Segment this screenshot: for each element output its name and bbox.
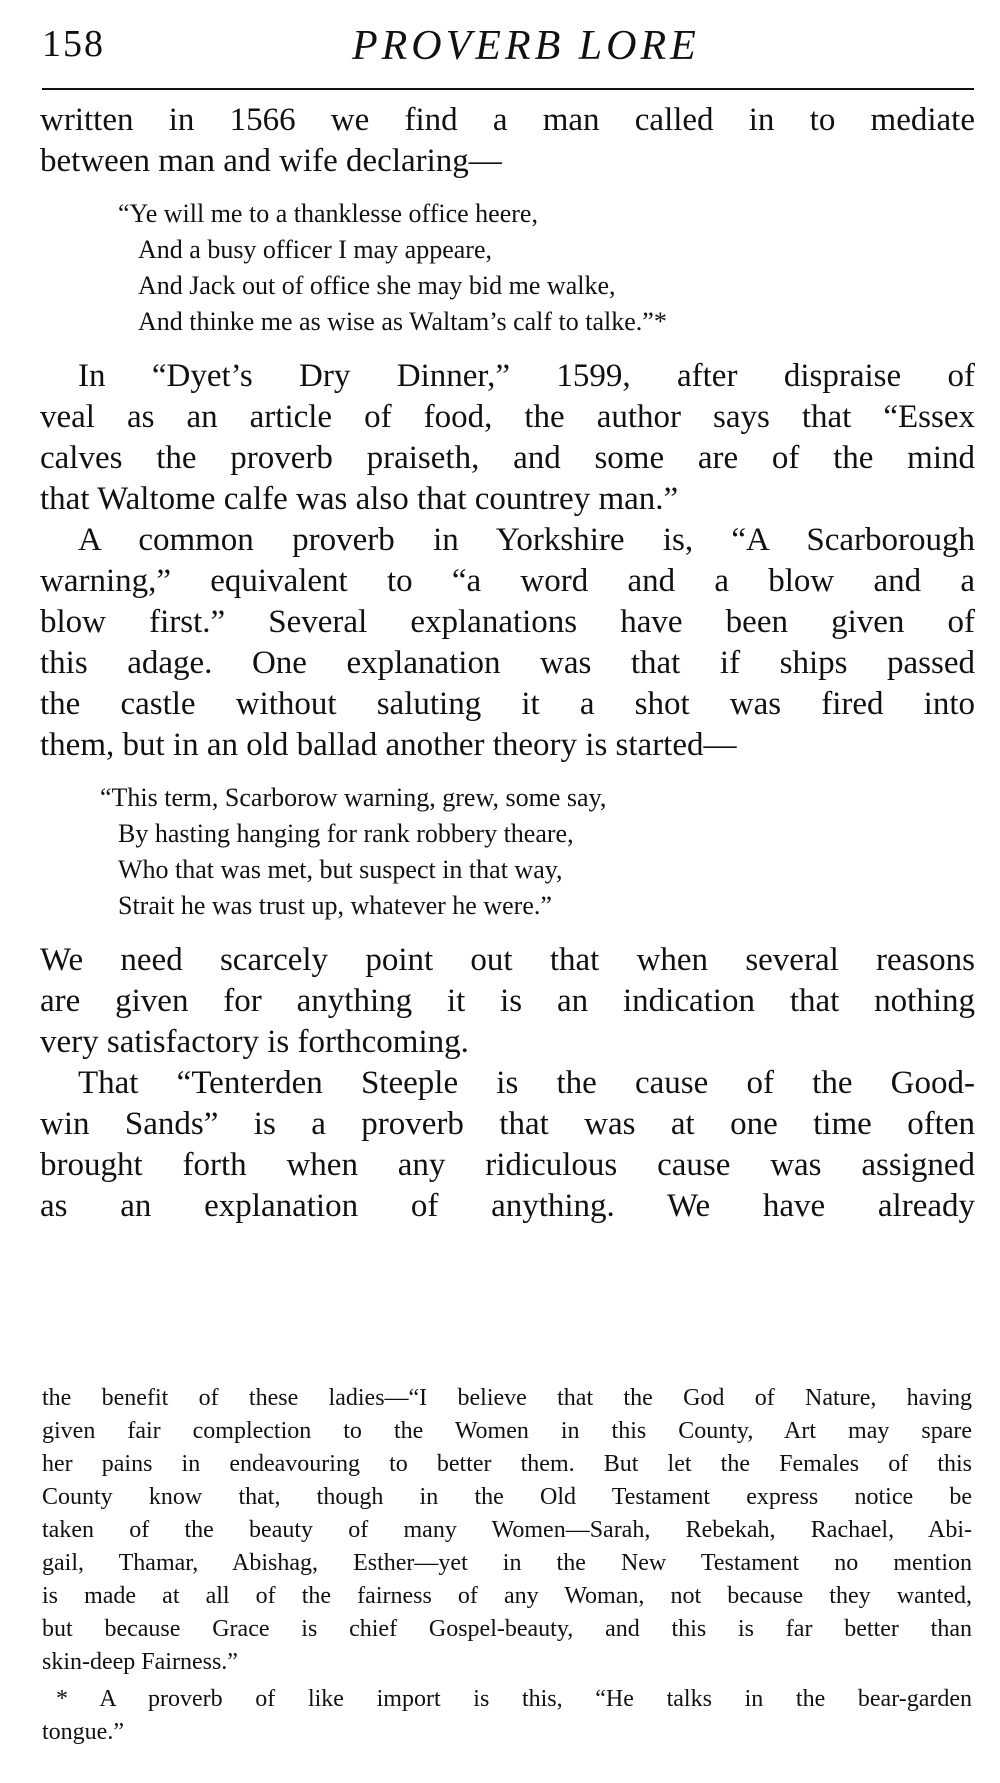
text-line: A common proverb in Yorkshire is, “A Scarborough xyxy=(78,522,975,558)
text-line: That “Tenterden Steeple is the cause of the Good- xyxy=(78,1065,975,1101)
text-line: this adage. One explanation was that if ships passed xyxy=(40,645,975,681)
verse-quote-2 xyxy=(40,780,975,924)
footnote-continued xyxy=(42,1382,972,1679)
page-number: 158 xyxy=(42,23,105,65)
paragraph-5 xyxy=(40,1063,975,1227)
footnote-line: gail, Thamar, Abishag, Esther—yet in the New Testament no mention xyxy=(42,1550,972,1576)
text-line: them, but in an old ballad another theory is started— xyxy=(40,727,737,763)
running-header xyxy=(42,22,972,80)
header-rule xyxy=(42,88,974,90)
text-line: In “Dyet’s Dry Dinner,” 1599, after dispraise of xyxy=(78,358,975,394)
running-title: PROVERB LORE xyxy=(352,23,700,69)
verse-line: “Ye will me to a thanklesse office heere, xyxy=(118,199,538,228)
text-line: that Waltome calfe was also that countrey man.” xyxy=(40,481,679,517)
main-text xyxy=(40,100,975,1227)
paragraph-2 xyxy=(40,356,975,520)
footnote-line: given fair complection to the Women in this County, Art may spare xyxy=(42,1418,972,1444)
text-line: veal as an article of food, the author says that “Essex xyxy=(40,399,975,435)
verse-line: Strait he was trust up, whatever he were.” xyxy=(118,891,552,920)
footnote-line: but because Grace is chief Gospel-beauty, and this is far better than xyxy=(42,1616,972,1642)
verse-line: And a busy officer I may appeare, xyxy=(138,235,492,264)
text-line: between man and wife declaring— xyxy=(40,143,502,179)
verse-quote-1 xyxy=(40,196,975,340)
text-line: very satisfactory is forthcoming. xyxy=(40,1024,469,1060)
text-line: are given for anything it is an indication that nothing xyxy=(40,983,975,1019)
footnote-star xyxy=(42,1683,972,1749)
text-line: written in 1566 we find a man called in to mediate xyxy=(40,102,975,138)
text-line: brought forth when any ridiculous cause was assigned xyxy=(40,1147,975,1183)
paragraph-3 xyxy=(40,520,975,766)
footnotes xyxy=(42,1382,972,1749)
text-line: blow first.” Several explanations have been given of xyxy=(40,604,975,640)
footnote-line: her pains in endeavouring to better them. But let the Females of this xyxy=(42,1451,972,1477)
text-line: win Sands” is a proverb that was at one time often xyxy=(40,1106,975,1142)
verse-line: And Jack out of office she may bid me walke, xyxy=(138,271,616,300)
verse-line: By hasting hanging for rank robbery theare, xyxy=(118,819,574,848)
footnote-line: the benefit of these ladies—“I believe that the God of Nature, having xyxy=(42,1385,972,1411)
text-line: the castle without saluting it a shot was fired into xyxy=(40,686,975,722)
footnote-line: is made at all of the fairness of any Woman, not because they wanted, xyxy=(42,1583,972,1609)
footnote-line: skin-deep Fairness.” xyxy=(42,1649,238,1675)
text-line: We need scarcely point out that when several reasons xyxy=(40,942,975,978)
text-line: warning,” equivalent to “a word and a blow and a xyxy=(40,563,975,599)
footnote-line: tongue.” xyxy=(42,1719,124,1745)
footnote-line: * A proverb of like import is this, “He talks in the bear-garden xyxy=(56,1686,972,1712)
text-line: as an explanation of anything. We have already xyxy=(40,1188,975,1224)
text-line: calves the proverb praiseth, and some are of the mind xyxy=(40,440,975,476)
verse-line: And thinke me as wise as Waltam’s calf to talke.”* xyxy=(138,307,667,336)
footnote-line: taken of the beauty of many Women—Sarah, Rebekah, Rachael, Abi- xyxy=(42,1517,972,1543)
paragraph-4 xyxy=(40,940,975,1063)
verse-line: “This term, Scarborow warning, grew, some say, xyxy=(100,783,607,812)
paragraph-1 xyxy=(40,100,975,182)
footnote-line: County know that, though in the Old Testament express notice be xyxy=(42,1484,972,1510)
verse-line: Who that was met, but suspect in that way, xyxy=(118,855,563,884)
